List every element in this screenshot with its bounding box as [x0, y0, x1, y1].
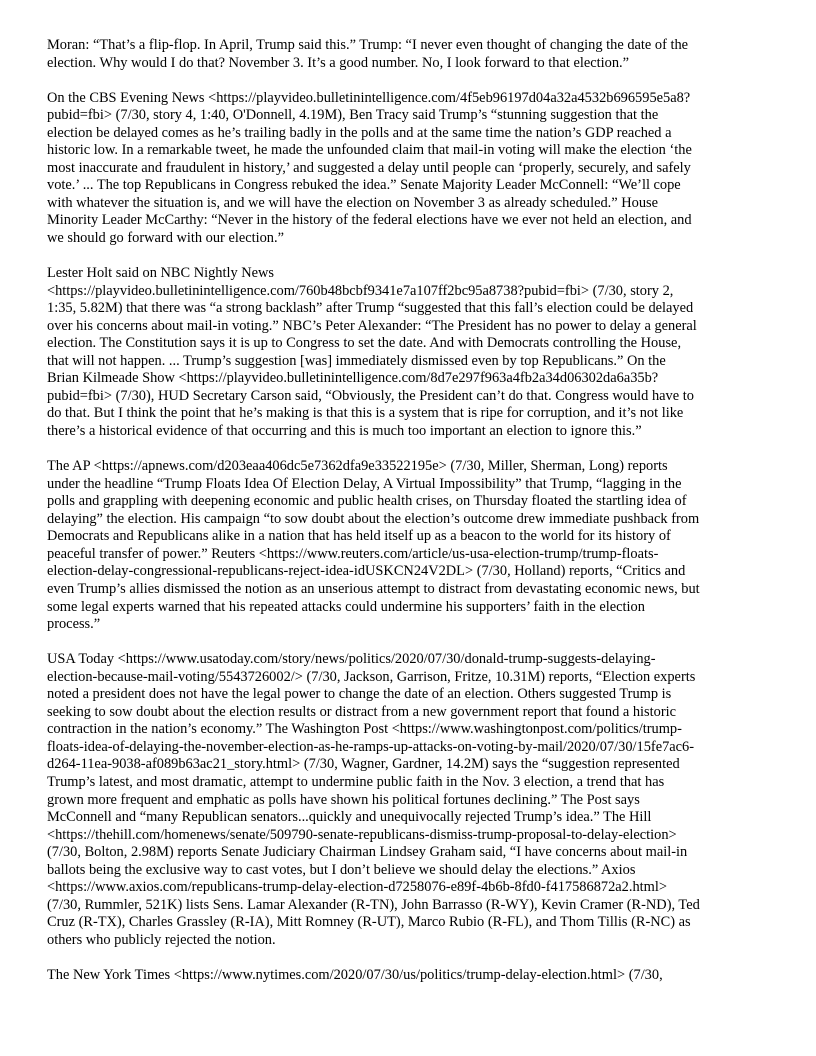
- paragraph-moran-quote: Moran: “That’s a flip-flop. In April, Trump said this.” Trump: “I never even thought of changing the date of the election. Why would I do that? November 3. It’s a good number. No, I look forward to that election.”: [47, 37, 689, 71]
- paragraph-ap-reuters: The AP <https://apnews.com/d203eaa406dc5e7362dfa9e33522195e> (7/30, Miller, Sherman, Long) reports under the headline “Trump Floats Idea Of Election Delay, A Virtual Impossibility” that Trump, “lagging in the polls and grappling with deepening economic and public health crises, on Thursday floated the startling idea of delaying” the election. His campaign “to sow doubt about the election’s outcome drew immediate pushback from Democrats and Republicans alike in a nation that has held itself up as a beacon to the world for its history of peaceful transfer of power.” Reuters <https://www.reuters.com/article/us-usa-election-trump/trump-floats- election-delay-congressional-republicans-reject-idea-idUSKCN24V2DL> (7/30, Holland) reports, “Critics and even Trump’s allies dismissed the notion as an unserious attempt to distract from devastating economic news, but some legal experts warned that his repeated attacks could undermine his supporters’ faith in the election process.”: [47, 458, 700, 633]
- document-page: [47, 37, 769, 1002]
- paragraph-nbc-nightly-news: Lester Holt said on NBC Nightly News <https://playvideo.bulletinintelligence.com/760b48bcbf9341e7a107ff2bc95a8738?pubid=fbi> (7/30, story 2, 1:35, 5.82M) that there was “a strong backlash” after Trump “suggested that this fall’s election could be delayed over his concerns about mail-in voting.” NBC’s Peter Alexander: “The President has no power to delay a general election. The Constitution says it is up to Congress to set the date. And with Democrats controlling the House, that will not happen. ... Trump’s suggestion [was] immediately dismissed even by top Republicans.” On the Brian Kilmeade Show <https://playvideo.bulletinintelligence.com/8d7e297f963a4fb2a34d06302da6a35b? pubid=fbi> (7/30), HUD Secretary Carson said, “Obviously, the President can’t do that. Congress would have to do that. But I think the point that he’s making is that this is a system that is ripe for corruption, and it’s not like there’s a historical evidence of that occurring and this is much too important an election to ignore this.”: [47, 265, 697, 440]
- paragraph-new-york-times: The New York Times <https://www.nytimes.com/2020/07/30/us/politics/trump-delay-election.html> (7/30,: [47, 966, 663, 983]
- paragraph-usa-today-post-hill-axios: USA Today <https://www.usatoday.com/story/news/politics/2020/07/30/donald-trump-suggests-delaying- election-because-mail-voting/5543726002/> (7/30, Jackson, Garrison, Fritze, 10.31M) reports, “Election experts noted a president does not have the legal power to change the date of an election. Others suggested Trump is seeking to sow doubt about the election results or distract from a new government report that found a historic contraction in the nation’s economy.” The Washington Post <https://www.washingtonpost.com/politics/trump- floats-idea-of-delaying-the-november-election-as-he-ramps-up-attacks-on-voting-by-mail/2020/07/30/15fe7ac6- d264-11ea-9038-af089b63ac21_story.html> (7/30, Wagner, Gardner, 14.2M) says the “suggestion represented Trump’s latest, and most dramatic, attempt to undermine public faith in the Nov. 3 election, a trend that has grown more frequent and emphatic as polls have shown his political fortunes declining.” The Post says McConnell and “many Republican senators...quickly and unequivocally rejected Trump’s idea.” The Hill <https://thehill.com/homenews/senate/509790-senate-republicans-dismiss-trump-proposal-to-delay-election> (7/30, Bolton, 2.98M) reports Senate Judiciary Chairman Lindsey Graham said, “I have concerns about mail-in ballots being the exclusive way to cast votes, but I don’t believe we should delay the elections.” Axios <https://www.axios.com/republicans-trump-delay-election-d7258076-e89f-4b6b-8fd0-f417586872a2.html> (7/30, Rummler, 521K) lists Sens. Lamar Alexander (R-TN), John Barrasso (R-WY), Kevin Cramer (R-ND), Ted Cruz (R-TX), Charles Grassley (R-IA), Mitt Romney (R-UT), Marco Rubio (R-FL), and Thom Tillis (R-NC) as others who publicly rejected the notion.: [47, 651, 700, 948]
- paragraph-cbs-evening-news: On the CBS Evening News <https://playvideo.bulletinintelligence.com/4f5eb96197d04a32a4532b696595e5a8? pubid=fbi> (7/30, story 4, 1:40, O'Donnell, 4.19M), Ben Tracy said Trump’s “stunning suggestion that the election be delayed comes as he’s trailing badly in the polls and at the same time the nation’s GDP reached a historic low. In a remarkable tweet, he made the unfounded claim that mail-in voting will make the election ‘the most inaccurate and fraudulent in history,’ and suggested a delay until people can ‘properly, securely, and safely vote.’ ... The top Republicans in Congress rebuked the idea.” Senate Majority Leader McConnell: “We’ll cope with whatever the situation is, and we will have the election on November 3 as already scheduled.” House Minority Leader McCarthy: “Never in the history of the federal elections have we ever not held an election, and we should go forward with our election.”: [47, 89, 692, 247]
